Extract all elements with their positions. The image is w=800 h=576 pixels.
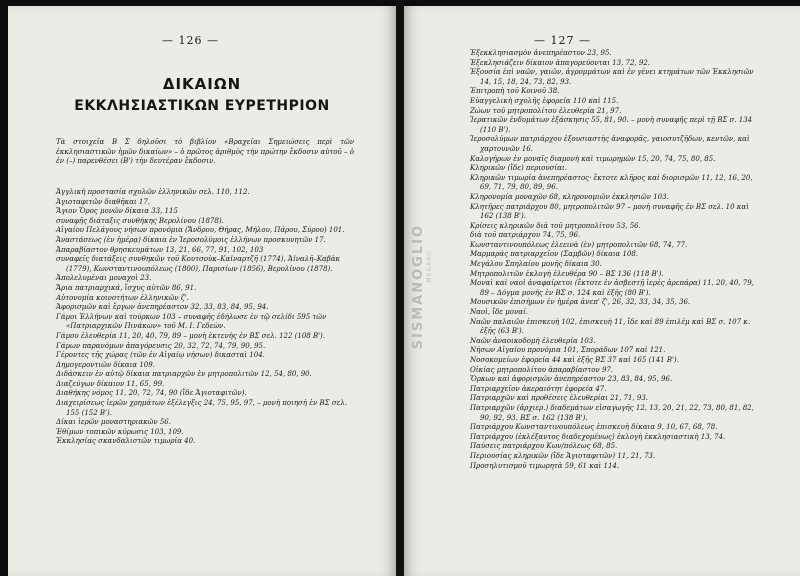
page-number-right: — 127 — (534, 34, 591, 47)
index-entry: Ἐξεκκλησιασμὸν ἀνεπηρέαστον 23, 95. (470, 49, 612, 57)
index-entry: Ἱεροσολύμων πατριάρχου ἐξουσιαστὴς ἀναφορᾶς, γαιοσυτζῆδων, κεντῶν, καὶ χαρτουνῶν 16. (470, 135, 750, 153)
index-entry: Κρίσεις κληρικῶν διὰ τοῦ μητροπολίτου 53, 56. (470, 221, 641, 230)
index-entry: Γέροντες τῆς χώρας (τῶν ἐν Αἰγαίῳ νήσων) δικασταὶ 104. (56, 351, 265, 360)
index-subtitle: ΕΚΚΛΗΣΙΑΣΤΙΚΩΝ ΕΥΡΕΤΗΡΙΟΝ (74, 98, 330, 114)
index-entry: Μαρμαράς πατριαρχεῖον (Σαμβῶν) δίκαια 108. (470, 250, 639, 259)
index-entry: Κληρικῶν (ἴδε) περιουσίαι. (470, 164, 567, 173)
index-entry: Κλητῆρες πατριάρχου 80, μητροπολιτῶν 97 – μονὴ συναφῆς ἐν ΒΣ σελ. 10 καὶ 162 (138 Β'). (470, 202, 749, 221)
index-entry: Ἐξεκλησιάζειν δίκαιον ἀπαγορεύονται 13, 72, 92. (470, 58, 651, 67)
index-entry: Αἰγαίου Πελάγους νήσων προνόμια (Ἄνδρου, Θήρας, Μήλου, Πάρου, Σύρου) 101. (56, 226, 345, 235)
index-entry: Γάμου ἐλευθερία 11, 20, 40, 79, 89 – μονὴ ἐκτενὴς ἐν ΒΣ σελ. 122 (108 Β'). (56, 331, 326, 340)
index-entry: Παύσεις πατριάρχου Κων/πόλεως 68, 85. (470, 442, 618, 451)
index-entry: Νήσων Αἰγαίου προνόμια 101, Σποράδων 107 καὶ 121. (470, 346, 666, 355)
right-entry-list (470, 49, 762, 471)
index-entry: Διαθήκης νόμος 11, 20, 72, 74, 90 (ἴδε Ἁγιοταφιτῶν). (56, 389, 247, 398)
index-entry: Νοσοκομείων ἐφορεία 44 καὶ ἐξῆς ΒΣ 37 καὶ 165 (141 Β'). (470, 356, 679, 364)
page-number-left: — 126 — (162, 34, 219, 47)
index-entry: Δίκαι ἱερῶν μοναστηριακῶν 56. (56, 418, 171, 427)
index-entry: Ἐπιτροπὴ τοῦ Κοινοῦ 38. (470, 87, 560, 96)
index-entry: Κληρικῶν τιμωρία ἀνεπηρέαστος· ἔκτοτε κλῆρος καὶ διορισμῶν 11, 12, 16, 20, 69, 71, 79, 80, 89, 96. (470, 173, 753, 192)
right-page (404, 6, 800, 576)
index-entry: Διδάσκειν ἐν αὐτῷ δίκαια πατριαρχῶν ἐν μητροπολιτῶν 12, 54, 80, 90. (56, 370, 312, 379)
index-entry: Διαζεύγων δίκαιον 11, 65, 99. (56, 379, 165, 388)
book-gutter (396, 0, 404, 576)
left-page (8, 6, 396, 576)
index-entry: Μοναὶ καὶ ναοὶ ἀναφαίρετοι (ἔκτοτε ἐν ἀσβεστῇ ἱερὲς ἀρεπάρα) 11, 20, 40, 79, 89 – Δόγμα μονὴς ἐν ΒΣ σ. 124 καὶ ἐξῆς (80 Β'). (470, 279, 754, 297)
index-entry: Ἱερατικῶν ἐνδυμάτων ἐξάσκησις 55, 81, 90. – μονὴ συναφῆς περὶ τῇ ΒΣ σ. 134 (110 Β'). (470, 116, 753, 134)
index-entry: Γάμοι Ἑλλήνων καὶ τούρκων 103 – συναφῆς ἐδήλωσε ἐν τῷ σελίδι 595 τῶν «Πατριαρχικῶν Πινάκων» τοῦ Μ. Ι. Γεδεὼν. (56, 312, 327, 331)
index-entry: Δημογεροντιῶν δίκαια 109. (56, 360, 155, 369)
index-entry: Ἐξουσία ἐπὶ ναῶν, γαιῶν, ἀγρομμάτων καὶ ἐν γένει κτημάτων τῶν Ἐκκλησιῶν 14, 15, 18, 24, 73, 82, 93. (470, 68, 754, 86)
index-entry: Ἀναστάσεως (ἐν ἡμέρᾳ) δίκαια ἐν Ἱεροσολύμοις ἑλλήνων προσκυνητῶν 17. (56, 235, 326, 244)
index-entry: Αὐτονομία κοινοτήτων ἑλληνικῶν ζ'. (56, 293, 189, 302)
index-entry: Ναοὶ, ἴδε μοναί. (470, 308, 528, 317)
index-entry: Εὐαγγελικὴ σχολῆς ἐφορεία 110 καὶ 115. (470, 96, 619, 105)
index-entry: Μητροπολιτῶν ἐκλογὴ ἐλευθέρα 90 – ΒΣ 136 (118 Β'). (470, 269, 664, 278)
index-entry: Ἐθίμων τοπικῶν κύρωσις 103, 109. (56, 427, 184, 436)
library-watermark: SISMANOGLIO (411, 224, 426, 350)
index-entry: Ἁγιοταφιτῶν διαθῆκαι 17. (56, 197, 151, 206)
index-entry: Ναῶν ἀναοικοδομὴ ἐλευθερία 103. (470, 336, 596, 345)
index-entry: Πατριάρχου (ἐκλέξαντος διαδεχομένως) ἐκλογὴ ἐκκλησιαστικὴ 13, 74. (470, 432, 726, 441)
index-entry: Μουσικῶν ἐπισήμων ἐν ἡμέρα ἀνεπ' ζ', 26, 32, 33, 34, 35, 36. (470, 298, 691, 307)
index-title: ΔΙΚΑΙΩΝ (162, 75, 242, 93)
index-entry: Ἀπαραβίαστον θρησκευμάτων 13, 21, 66, 77, 91, 102, 103 (56, 245, 264, 254)
index-entry: συναφεῖς διατάξεις συνθηκῶν τοῦ Κουτσοὺκ–Καϊναρτζῆ (1774), Ἀϊναλῆ–Καβὰκ (1779), Κωνσταντινουπόλεως (1800), Παρισίων (1856), Βερολίνου (1878). (56, 255, 341, 273)
index-entry: Κωνσταντινουπόλεως ἐλεεινὰ (ἐν) μητροπολιτῶν 68, 74, 77. (470, 240, 688, 249)
index-entry: Ναῶν παλαιῶν ἐπισκευὴ 102, ἐπισκευὴ 11, ἴδε καὶ 89 ἐπιλέμ καὶ ΒΣ σ. 107 κ. ἐξῆς (63 Β'). (470, 317, 751, 336)
index-entry: Πατριάρχου Κωνσταντινουπόλεως ἐπισκευὴ δίκαια 9, 10, 67, 68, 78. (470, 423, 718, 432)
index-entry: Ὅρκων καὶ ἀφορισμῶν ἀνεπηρέαστον 23, 83, 84, 95, 96. (470, 375, 673, 384)
library-watermark-sub: MEGARO (426, 250, 433, 283)
index-entry: Καλογήρων ἐν μοναῖς διαμονὴ καὶ τιμωρημῶν 15, 20, 74, 75, 80, 85. (470, 154, 716, 163)
index-entry: Ἀφορισμῶν καὶ ἔργων ἀνεπηρέαστον 32, 33, 83, 84, 95, 94. (56, 303, 269, 312)
index-entry: διὰ τοῦ πατριάρχου 74, 75, 96. (470, 231, 581, 240)
index-entry: Ἀγγλικὴ προστασία σχολῶν ἑλληνικῶν σελ. 110, 112. (56, 188, 250, 196)
intro-paragraph: Τὰ στοιχεῖα Β Σ δηλοῦσι τὸ βιβλίον «Βραχεῖαι Σημειώσεις περὶ τῶν ἐκκλησιαστικῶν ἡμῶν δικαίων» – ὁ πρῶτος ἀριθμὸς τὴν πρώτην ἔκδοσιν αὐτοῦ – ὁ ἐν (–) παρενθέσει (Β') τὴν δευτέραν ἔκδοσιν. (56, 138, 354, 166)
index-entry: Προσηλυτισμοῦ τιμωρητὰ 59, 61 καὶ 114. (470, 461, 620, 470)
index-entry: Πατριαρχῶν καὶ προθέσεις ἐλευθερίαι 21, 71, 93. (470, 394, 649, 403)
left-entry-list (56, 188, 356, 447)
index-entry: Ἀπολελυμέναι μοναχοὶ 23. (56, 274, 152, 283)
index-entry: Ἅγιον Ὄρος μονῶν δίκαια 33, 115 (56, 207, 178, 216)
index-entry: Διαχειρίσεως ἱερῶν χρημάτων ἐξέλεγξις 24, 75, 95, 97, – μονὴ ποιησὴ ἐν ΒΣ σελ. 155 (152 Β'). (56, 399, 347, 417)
index-entry: Οἰκίας μητροπολίτου ἀπαραβίαστον 97. (470, 365, 614, 374)
index-entry: Ἄρια πατριαρχικά, ἴσχυς αὐτῶν 86, 91. (56, 283, 197, 292)
index-entry: Ζώων τοῦ μητροπολίτου ἐλευθερία 21, 97. (470, 106, 622, 115)
index-entry: Ἐκκλησίας σκανδαλιστῶν τιμωρία 40. (56, 437, 196, 446)
index-entry: Γάμων παρανόμων ἀπαγόρευσις 20, 32, 72, 74, 79, 90, 95. (56, 341, 266, 350)
index-entry: Μεγάλου Σπηλαίου μονῆς δίκαια 30. (470, 260, 602, 269)
index-entry: Πατριαρχεῖον ἀκεραιότητ ἐφορεία 47. (470, 384, 607, 393)
index-entry: Κληρονομία μοναχῶν 68, κληρονομιῶν ἐκκλησιῶν 103. (470, 192, 669, 201)
index-entry: συναφῆς διάταξις συνθήκης Βερολίνου (1878). (56, 216, 224, 225)
index-entry: Πατριαρχῶν (ἀρχιερ.) διαδεμάτων εἰσαγωγῆς 12, 13, 20, 21, 22, 73, 80, 81, 82, 90, 92, 93. ΒΣ σ. 162 (138 Β'). (470, 403, 754, 422)
index-entry: Περιουσίας κληρικῶν (ἴδε Ἁγιοταφιτῶν) 11, 21, 73. (470, 451, 656, 460)
